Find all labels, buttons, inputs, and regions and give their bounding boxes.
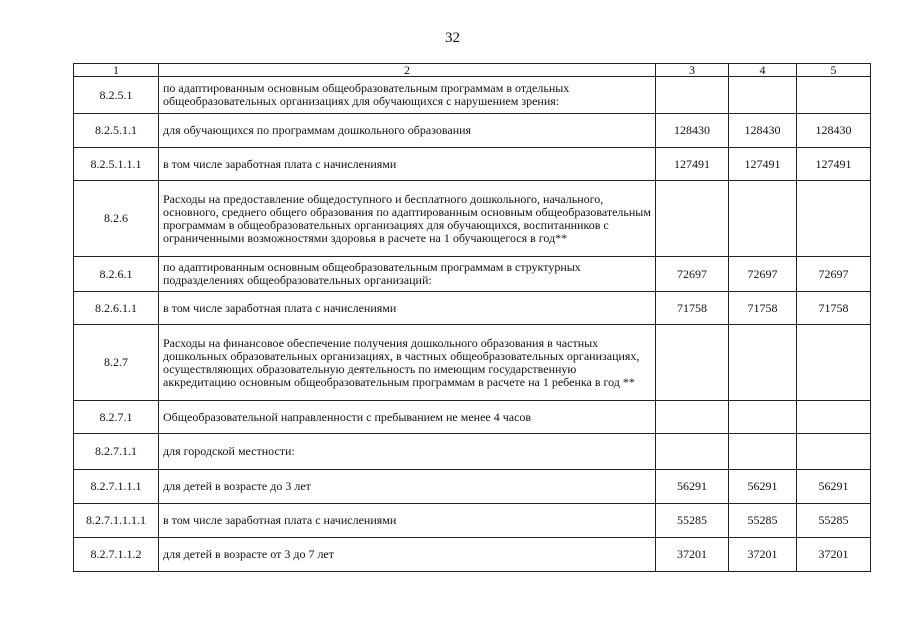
row-code: 8.2.5.1.1.1 bbox=[74, 148, 159, 181]
table-row bbox=[74, 325, 871, 401]
table-row bbox=[74, 401, 871, 434]
row-value-col3: 128430 bbox=[656, 114, 729, 148]
row-code: 8.2.7 bbox=[74, 325, 159, 401]
table-row bbox=[74, 434, 871, 470]
row-value-col4 bbox=[729, 325, 797, 401]
row-value-col5 bbox=[797, 77, 871, 114]
row-value-col3: 127491 bbox=[656, 148, 729, 181]
row-code: 8.2.6.1.1 bbox=[74, 292, 159, 325]
row-value-col5: 37201 bbox=[797, 538, 871, 572]
row-value-col4 bbox=[729, 401, 797, 434]
table-row bbox=[74, 181, 871, 257]
row-value-col5: 56291 bbox=[797, 470, 871, 504]
row-value-col4: 71758 bbox=[729, 292, 797, 325]
row-value-col5 bbox=[797, 401, 871, 434]
row-code: 8.2.7.1 bbox=[74, 401, 159, 434]
row-value-col4: 72697 bbox=[729, 257, 797, 292]
row-value-col3: 56291 bbox=[656, 470, 729, 504]
table-row bbox=[74, 504, 871, 538]
table-row bbox=[74, 257, 871, 292]
row-description: для обучающихся по программам дошкольного образования bbox=[159, 114, 656, 148]
row-value-col3: 55285 bbox=[656, 504, 729, 538]
row-value-col5 bbox=[797, 325, 871, 401]
header-cell: 3 bbox=[656, 64, 729, 77]
row-value-col4 bbox=[729, 181, 797, 257]
row-value-col5: 128430 bbox=[797, 114, 871, 148]
row-value-col3: 71758 bbox=[656, 292, 729, 325]
header-cell: 4 bbox=[729, 64, 797, 77]
table-row bbox=[74, 148, 871, 181]
row-description: в том числе заработная плата с начислениями bbox=[159, 148, 656, 181]
header-cell: 1 bbox=[74, 64, 159, 77]
table-row bbox=[74, 292, 871, 325]
row-value-col3 bbox=[656, 401, 729, 434]
row-code: 8.2.5.1.1 bbox=[74, 114, 159, 148]
page-number: 32 bbox=[445, 30, 460, 46]
row-value-col5: 72697 bbox=[797, 257, 871, 292]
row-description: Расходы на предоставление общедоступного и бесплатного дошкольного, начального, основного, среднего общего образования по адаптированным основным общеобразовательным программам в общеобразовательных организациях для обучающихся, воспитанников с ограниченными возможностями здоровья в расчете на 1 обучающегося в год** bbox=[159, 181, 656, 257]
header-cell: 2 bbox=[159, 64, 656, 77]
row-code: 8.2.7.1.1.1 bbox=[74, 470, 159, 504]
row-value-col4: 37201 bbox=[729, 538, 797, 572]
row-value-col4: 56291 bbox=[729, 470, 797, 504]
row-value-col3 bbox=[656, 181, 729, 257]
row-description: для детей в возрасте от 3 до 7 лет bbox=[159, 538, 656, 572]
row-value-col4 bbox=[729, 77, 797, 114]
row-description: для детей в возрасте до 3 лет bbox=[159, 470, 656, 504]
row-value-col4: 128430 bbox=[729, 114, 797, 148]
row-code: 8.2.7.1.1.2 bbox=[74, 538, 159, 572]
header-cell: 5 bbox=[797, 64, 871, 77]
row-code: 8.2.6.1 bbox=[74, 257, 159, 292]
row-value-col5: 55285 bbox=[797, 504, 871, 538]
row-value-col3 bbox=[656, 434, 729, 470]
expenses-table bbox=[73, 63, 871, 572]
row-description: по адаптированным основным общеобразовательным программам в структурных подразделениях общеобразовательных организаций: bbox=[159, 257, 656, 292]
row-code: 8.2.7.1.1.1.1 bbox=[74, 504, 159, 538]
row-description: Расходы на финансовое обеспечение получения дошкольного образования в частных дошкольных образовательных организациях, в частных общеобразовательных организациях, осуществляющих образовательную деятельность по имеющим государственную аккредитацию основным общеобразовательным программам в расчете на 1 ребенка в год ** bbox=[159, 325, 656, 401]
row-description: по адаптированным основным общеобразовательным программам в отдельных общеобразовательных организациях для обучающихся с нарушением зрения: bbox=[159, 77, 656, 114]
row-description: в том числе заработная плата с начислениями bbox=[159, 292, 656, 325]
row-value-col5: 127491 bbox=[797, 148, 871, 181]
row-description: в том числе заработная плата с начислениями bbox=[159, 504, 656, 538]
row-value-col3: 72697 bbox=[656, 257, 729, 292]
row-description: для городской местности: bbox=[159, 434, 656, 470]
table-header-row bbox=[74, 64, 871, 77]
row-code: 8.2.7.1.1 bbox=[74, 434, 159, 470]
row-code: 8.2.5.1 bbox=[74, 77, 159, 114]
table-row bbox=[74, 77, 871, 114]
row-value-col4: 127491 bbox=[729, 148, 797, 181]
table-row bbox=[74, 538, 871, 572]
table-row bbox=[74, 114, 871, 148]
row-description: Общеобразовательной направленности с пребыванием не менее 4 часов bbox=[159, 401, 656, 434]
row-value-col4: 55285 bbox=[729, 504, 797, 538]
row-value-col5: 71758 bbox=[797, 292, 871, 325]
table-row bbox=[74, 470, 871, 504]
row-value-col3: 37201 bbox=[656, 538, 729, 572]
row-value-col5 bbox=[797, 181, 871, 257]
row-value-col4 bbox=[729, 434, 797, 470]
row-code: 8.2.6 bbox=[74, 181, 159, 257]
row-value-col3 bbox=[656, 325, 729, 401]
row-value-col3 bbox=[656, 77, 729, 114]
row-value-col5 bbox=[797, 434, 871, 470]
